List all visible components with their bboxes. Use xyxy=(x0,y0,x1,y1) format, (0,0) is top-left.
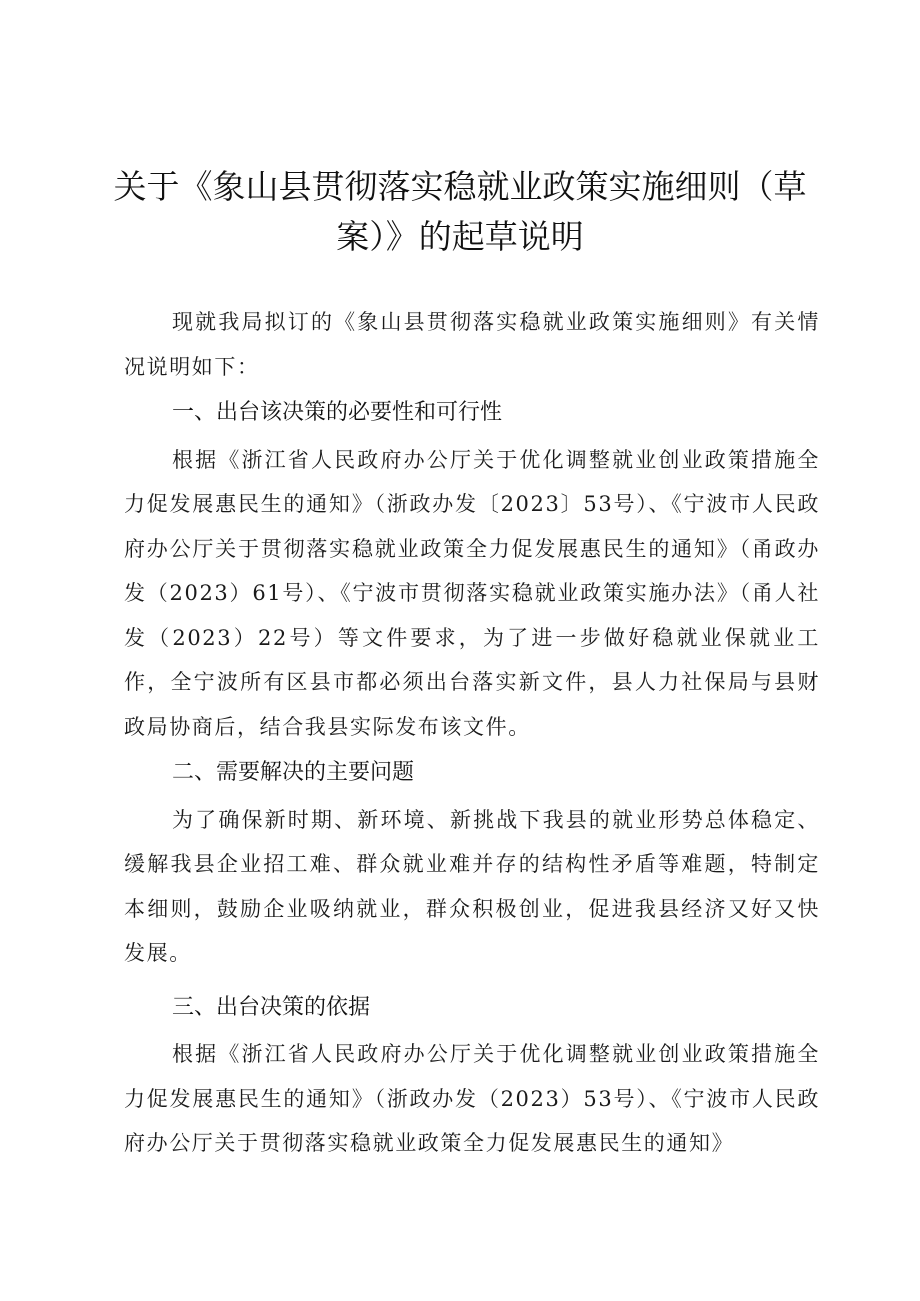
section-3-heading: 三、出台决策的依据 xyxy=(172,994,371,1020)
section-1-body: 根据《浙江省人民政府办公厅关于优化调整就业创业政策措施全力促发展惠民生的通知》（浙政办发〔2023〕53号）、《宁波市人民政府办公厅关于贯彻落实稳就业政策全力促发展惠民生的通知》（甬政办发（2023）61号）、《宁波市贯彻落实稳就业政策实施办法》（甬人社发（2023）22号）等文件要求，为了进一步做好稳就业保就业工作，全宁波所有区县市都必须出台落实新文件，县人力社保局与县财政局协商后，结合我县实际发布该文件。 xyxy=(124,447,820,739)
intro-paragraph: 现就我局拟订的《象山县贯彻落实稳就业政策实施细则》有关情况说明如下： xyxy=(124,310,820,379)
document-title xyxy=(112,162,808,262)
title-line-2: 案）》的起草说明 xyxy=(336,217,584,256)
section-2-body: 为了确保新时期、新环境、新挑战下我县的就业形势总体稳定、缓解我县企业招工难、群众就业难并存的结构性矛盾等难题，特制定本细则，鼓励企业吸纳就业，群众积极创业，促进我县经济又好又快发展。 xyxy=(124,807,820,965)
section-1-heading: 一、出台该决策的必要性和可行性 xyxy=(172,400,503,425)
title-line-1: 关于《象山县贯彻落实稳就业政策实施细则（草 xyxy=(113,167,807,206)
section-3-body: 根据《浙江省人民政府办公厅关于优化调整就业创业政策措施全力促发展惠民生的通知》（浙政办发（2023）53号）、《宁波市人民政府办公厅关于贯彻落实稳就业政策全力促发展惠民生的通知》 xyxy=(124,1042,820,1155)
section-2-heading: 二、需要解决的主要问题 xyxy=(172,760,415,785)
document-body xyxy=(124,300,820,1166)
